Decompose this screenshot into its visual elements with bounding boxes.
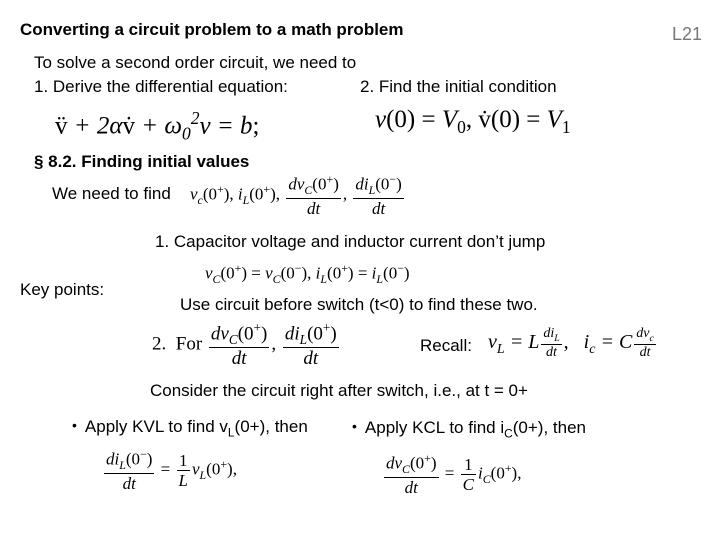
recall-label: Recall: xyxy=(420,336,472,355)
bullet-apply-kcl: • Apply KCL to find $i_C(0+)$, then xyxy=(352,418,586,441)
section-heading: § 8.2. Finding initial values xyxy=(34,152,250,171)
step-derive-equation: 1. Derive the differential equation: xyxy=(34,77,288,96)
slide-title: Converting a circuit problem to a math problem xyxy=(20,20,404,39)
step-initial-condition: 2. Find the initial condition xyxy=(360,77,557,96)
key-point-2: 2. For $\frac{dv_C(0^+)}{dt}$ , $\frac{di_L(0^+)}{dt}$ xyxy=(152,320,337,370)
bullet-dot-icon: • xyxy=(352,418,357,434)
key-point-1: 1. Capacitor voltage and inductor current don’t jump xyxy=(155,232,546,251)
bullet-apply-kvl: • Apply KVL to find $v_L(0+)$, then xyxy=(72,417,308,440)
intro-line: To solve a second order circuit, we need to xyxy=(34,53,357,72)
need-to-find-text: We need to find xyxy=(52,184,171,203)
bullet-dot-icon: • xyxy=(72,417,77,433)
initial-values-list: $v_c(0^+)$, $i_L(0^+)$, $\frac{dv_C(0^+)}{dt}$ , $\frac{di_L(0^-)}{dt}$ xyxy=(190,172,402,218)
slide-number: L21 xyxy=(672,24,703,44)
kvl-result-equation: $\frac{di_L(0^-)}{dt}$ = $\frac{1}{L}$ $v_L(0^+)$, xyxy=(106,447,237,493)
initial-condition-equation: $v(0) = V_0$, v̇(0) = $V_1$ xyxy=(375,106,571,137)
use-circuit-before-switch: Use circuit before switch (t<0) to find these two. xyxy=(180,295,538,314)
key-points-label: Key points: xyxy=(20,280,105,299)
kcl-result-equation: $\frac{dv_C(0^+)}{dt}$ = $\frac{1}{C}$ $i_C(0^+)$, xyxy=(386,451,522,497)
continuity-equations: $v_C(0^+) = v_C(0^-)$, $i_L(0^+) = i_L(0^-)$ xyxy=(205,261,410,287)
recall-formulas: $v_L = L$ $\frac{di_L}{dt}$ , $i_c = C$ $\frac{dv_c}{dt}$ xyxy=(488,326,654,361)
consider-circuit-text: Consider the circuit right after switch, i.e., at t = 0+ xyxy=(150,381,528,400)
differential-equation: v̈ + 2αv̇ + $\omega_0^2v = b$; xyxy=(55,108,260,144)
